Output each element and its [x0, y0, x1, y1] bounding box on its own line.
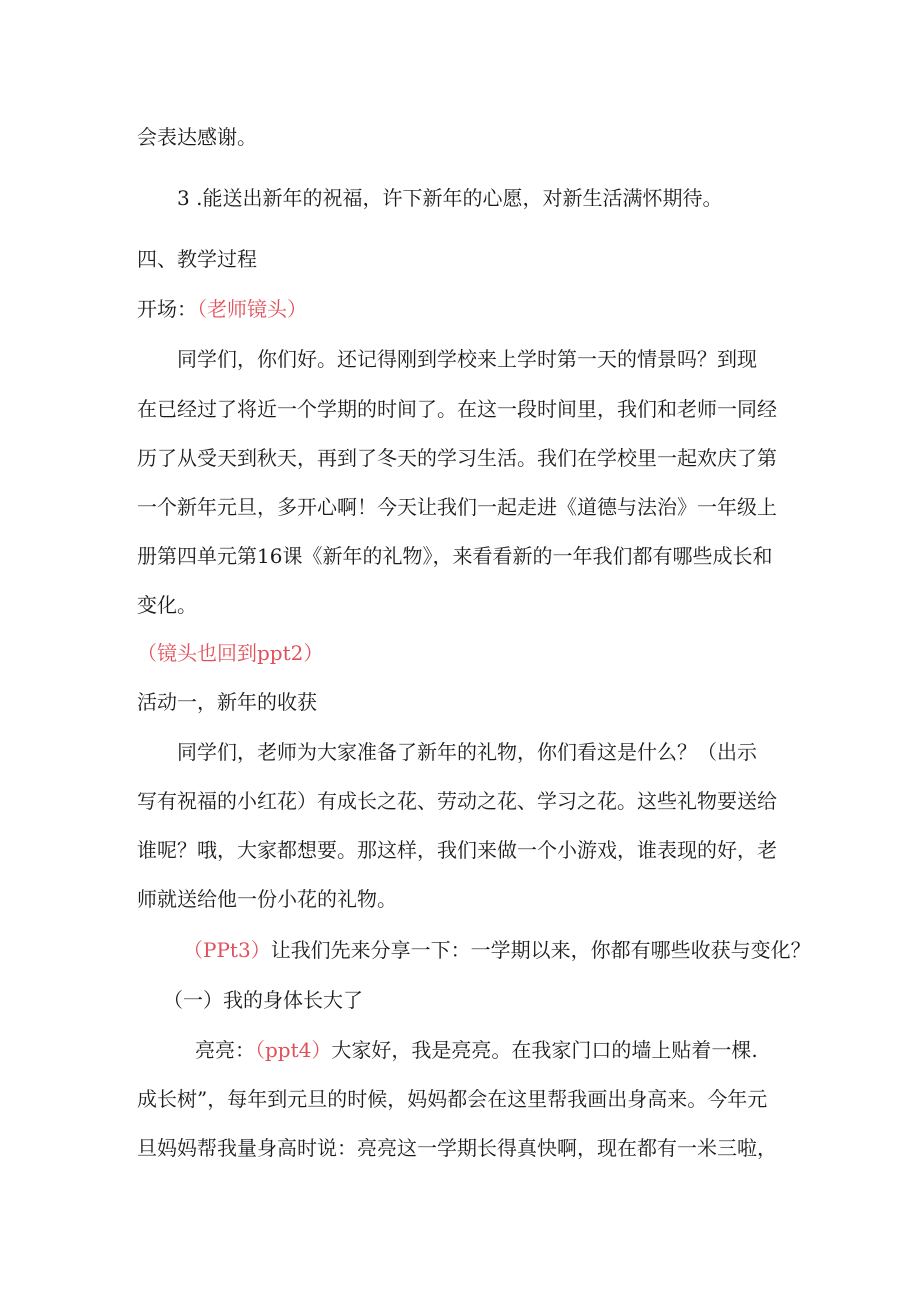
opening-camera-note: （老师镜头）: [197, 297, 307, 321]
speaker-label: 亮亮：: [195, 1038, 255, 1062]
activity-1-line: 同学们，老师为大家准备了新年的礼物，你们看这是什么？（出示: [177, 740, 757, 764]
objective-item-3: 3 .能送出新年的祝福，许下新年的心愿，对新生活满怀期待。: [177, 186, 723, 210]
camera-note: （镜头也回到ppt2）: [137, 641, 324, 665]
ppt4-note: （ppt4）: [255, 1038, 332, 1062]
ppt3-note: （PPt3）: [183, 938, 271, 962]
activity-1-line: 写有祝福的小红花）有成长之花、劳动之花、学习之花。这些礼物要送给: [137, 789, 777, 813]
liangliang-paragraph-line: 成长树”，每年到元旦的时候，妈妈都会在这里帮我画出身高来。今年元: [137, 1087, 768, 1111]
activity-1-line: 谁呢？哦，大家都想要。那这样，我们来做一个小游戏，谁表现的好，老: [137, 838, 777, 862]
opening-paragraph-line: 册第四单元第16课《新年的礼物》，来看看新的一年我们都有哪些成长和: [137, 544, 773, 568]
activity-1-line: 师就送给他一份小花的礼物。: [137, 887, 397, 911]
opening-paragraph-line: 一个新年元旦，多开心啊！今天让我们一起走进《道德与法治》一年级上: [137, 495, 777, 519]
ppt3-text: 让我们先来分享一下：一学期以来，你都有哪些收获与变化？: [270, 938, 811, 962]
liangliang-text: 大家好，我是亮亮。在我家门口的墙上贴着一棵.: [331, 1038, 758, 1062]
opening-paragraph-line: 在已经过了将近一个学期的时间了。在这一段时间里，我们和老师一同经: [137, 397, 777, 421]
ppt3-line: [183, 938, 811, 962]
opening-paragraph-line: 变化。: [137, 593, 197, 617]
liangliang-paragraph-line: 旦妈妈帮我量身高时说：亮亮这一学期长得真快啊，现在都有一米三啦，: [137, 1136, 777, 1160]
subsection-heading-body: （一）我的身体长大了: [163, 988, 363, 1012]
liangliang-line: [195, 1038, 758, 1062]
opening-paragraph-line: 同学们，你们好。还记得刚到学校来上学时第一天的情景吗？到现: [177, 347, 757, 371]
paragraph-tail: 会表达感谢。: [137, 125, 257, 149]
opening-label: 开场：: [137, 297, 197, 321]
activity-1-heading: 活动一，新年的收获: [137, 690, 317, 714]
section-heading-process: 四、教学过程: [137, 247, 257, 271]
opening-line: [137, 297, 307, 321]
opening-paragraph-line: 历了从受天到秋天，再到了冬天的学习生活。我们在学校里一起欢庆了第: [137, 446, 777, 470]
